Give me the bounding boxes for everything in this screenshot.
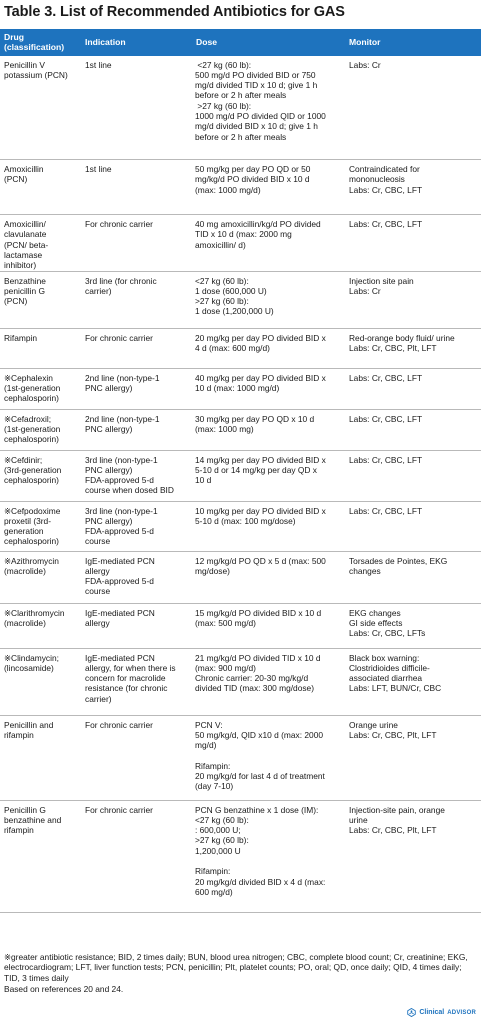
table-header-row [0,29,481,56]
drug-line: inhibitor) [4,260,37,271]
header-drug-line: (classification) [4,42,65,53]
table-row [0,450,481,501]
table-title: Table 3. List of Recommended Antibiotics for GAS [4,4,345,20]
clinical-advisor-logo [407,1008,476,1017]
cell-drug [0,715,81,800]
dose-line: 15 mg/kg/d PO divided BID x 10 d [195,607,322,618]
dose-line: <27 kg (60 lb): [195,275,249,286]
monitor-line: Labs: Cr [349,59,381,70]
monitor-line: mononucleosis [349,174,405,185]
indication-line: concern for macrolide [85,673,166,684]
monitor-line: Labs: Cr, CBC, LFT [349,219,423,230]
cell-drug [0,409,81,450]
dose-line: mg/d) [195,740,217,751]
table-row [0,715,481,800]
cell-indication [81,648,192,715]
drug-line: (1st-generation [4,423,61,434]
cell-indication [81,800,192,912]
dose-line: 10 mg/kg per day PO divided BID x [195,505,326,516]
indication-line: FDA-approved 5-d [85,475,154,486]
drug-line: cephalosporin) [4,475,59,486]
indication-line: For chronic carrier [85,719,153,730]
cell-monitor [345,551,481,603]
dose-line: (max: 1000 mg/d) [195,184,261,195]
cell-indication [81,551,192,603]
dose-line: mg/d divided BID x 10 d; give 1 h [195,121,318,132]
cell-indication [81,215,192,271]
dose-line: before or 2 h after meals [195,90,287,101]
dose-line: : 600,000 U; [195,825,241,836]
cell-indication [81,450,192,501]
cell-indication [81,368,192,409]
indication-line: course [85,586,111,597]
drug-line: ※Cefdinir; [4,454,43,465]
cell-drug [0,271,81,328]
indication-line: allergy [85,565,110,576]
cell-dose [192,215,345,271]
monitor-line: Torsades de Pointes, EKG [349,555,448,566]
drug-line: Penicillin G [4,804,46,815]
cell-drug [0,215,81,271]
dose-line: 12 mg/kg/d PO QD x 5 d (max: 500 [195,555,326,566]
indication-line: carrier) [85,285,112,296]
cell-indication [81,56,192,160]
dose-line: mg/dose) [195,565,230,576]
dose-line: Rifampin: [195,866,231,877]
cell-dose [192,56,345,160]
drug-line: Penicillin V [4,59,45,70]
indication-line: 2nd line (non-type-1 [85,413,160,424]
dose-line: before or 2 h after meals [195,131,287,142]
dose-line: 14 mg/kg per day PO divided BID x [195,454,326,465]
drug-line: Amoxicillin/ [4,219,46,230]
dose-line: TID x 10 d (max: 2000 mg [195,229,292,240]
monitor-line: associated diarrhea [349,673,423,684]
indication-line: For chronic carrier [85,219,153,230]
header-drug [0,29,81,56]
dose-line: 600 mg/d) [195,886,233,897]
logo-word-clinical: Clinical [419,1009,445,1016]
header-monitor: Monitor [345,29,481,56]
table-row [0,409,481,450]
indication-line: IgE-mediated PCN [85,607,155,618]
dose-line: 50 mg/kg per day PO QD or 50 [195,164,311,175]
monitor-line: Black box warning: [349,652,420,663]
table-row [0,368,481,409]
cell-monitor [345,603,481,648]
dose-line: 40 mg/kg per day PO divided BID x [195,372,326,383]
drug-line: Amoxicillin [4,164,44,175]
monitor-line: GI side effects [349,617,403,628]
table-row [0,56,481,160]
cell-drug [0,56,81,160]
dose-line: >27 kg (60 lb): [195,296,249,307]
cell-dose [192,715,345,800]
cell-dose [192,368,345,409]
cell-drug [0,450,81,501]
clinical-advisor-logo-icon [407,1008,416,1017]
drug-line: Benzathine [4,275,46,286]
dose-line: (max: 1000 mg) [195,423,254,434]
logo-word-advisor: ADVISOR [447,1009,476,1016]
drug-line: (macrolide) [4,565,46,576]
dose-line: 40 mg amoxicillin/kg/d PO divided [195,219,321,230]
table-row [0,501,481,551]
monitor-line: Injection-site pain, orange [349,804,445,815]
monitor-line: Labs: Cr, CBC, Plt, LFT [349,825,437,836]
table-row [0,160,481,215]
indication-line: For chronic carrier [85,804,153,815]
drug-line: cephalosporin) [4,434,59,445]
indication-line: 2nd line (non-type-1 [85,372,160,383]
cell-dose [192,648,345,715]
cell-drug [0,648,81,715]
drug-line: (PCN/ beta- [4,239,49,250]
cell-monitor [345,800,481,912]
monitor-line: Labs: Cr, CBC, LFT [349,413,423,424]
indication-line: course when dosed BID [85,485,174,496]
drug-line: penicillin G [4,285,45,296]
antibiotics-table [0,29,481,913]
cell-indication [81,501,192,551]
dose-line: Rifampin: [195,760,231,771]
drug-line: clavulanate [4,229,47,240]
header-drug-line: Drug [4,32,25,42]
cell-dose [192,328,345,368]
drug-line: ※Clindamycin; [4,652,59,663]
dose-line: divided TID (max: 300 mg/dose) [195,683,315,694]
dose-line: Chronic carrier: 20-30 mg/kg/d [195,673,309,684]
monitor-line: EKG changes [349,607,401,618]
drug-line: ※Clarithromycin [4,607,65,618]
cell-dose [192,501,345,551]
indication-line: IgE-mediated PCN [85,652,155,663]
cell-dose [192,800,345,912]
dose-line: >27 kg (60 lb): [195,100,252,111]
drug-line: lactamase [4,249,43,260]
indication-line: course [85,536,111,547]
drug-line: Rifampin [4,332,38,343]
footnote-abbreviations: ※greater antibiotic resistance; BID, 2 times daily; BUN, blood urea nitrogen; CBC, complete blood count; Cr, creatinine; EKG, electrocardiogram; LFT, liver function tests; PCN, penicillin; Plt, platelet counts; PO, oral; QD, once daily; QID, 4 times daily; TID, 3 times daily [4,952,468,983]
drug-line: cephalosporin) [4,536,59,547]
cell-monitor [345,56,481,160]
monitor-line: Injection site pain [349,275,414,286]
dose-line [195,856,341,866]
dose-line: 20 mg/kg/d divided BID x 4 d (max: [195,876,326,887]
table-row [0,800,481,912]
indication-line: 3rd line (non-type-1 [85,505,158,516]
table-row [0,328,481,368]
table-body [0,56,481,912]
cell-drug [0,800,81,912]
cell-dose [192,271,345,328]
monitor-line: changes [349,565,381,576]
cell-indication [81,160,192,215]
table-row [0,603,481,648]
cell-dose [192,603,345,648]
dose-line: PCN V: [195,719,223,730]
dose-line: 1 dose (1,200,000 U) [195,306,274,317]
cell-drug [0,501,81,551]
drug-line: (1st-generation [4,382,61,393]
dose-line: 5-10 d or 14 mg/kg per day QD x [195,464,317,475]
dose-line: (max: 500 mg/d) [195,617,256,628]
drug-line: (macrolide) [4,617,46,628]
cell-monitor [345,215,481,271]
dose-line: mg/d divided TID x 10 d; give 1 h [195,80,318,91]
drug-line: rifampin [4,729,34,740]
monitor-line: Labs: Cr, CBC, Plt, LFT [349,729,437,740]
cell-indication [81,409,192,450]
footnote-references: Based on references 20 and 24. [4,984,124,995]
monitor-line: Labs: LFT, BUN/Cr, CBC [349,683,442,694]
cell-indication [81,715,192,800]
dose-line: mg/kg/d PO divided BID x 10 d [195,174,310,185]
dose-line: 500 mg/d PO divided BID or 750 [195,69,316,80]
dose-line [195,750,341,760]
cell-monitor [345,409,481,450]
indication-line: PNC allergy) [85,464,133,475]
cell-drug [0,603,81,648]
drug-line: proxetil (3rd- [4,515,52,526]
indication-line: PNC allergy) [85,423,133,434]
cell-monitor [345,328,481,368]
cell-monitor [345,271,481,328]
dose-line: (day 7-10) [195,781,234,792]
monitor-line: urine [349,814,368,825]
dose-line: 21 mg/kg/d PO divided TID x 10 d [195,652,321,663]
indication-line: allergy, for when there is [85,662,176,673]
table-row [0,215,481,271]
drug-line: Penicillin and [4,719,54,730]
cell-drug [0,551,81,603]
drug-line: ※Cefadroxil; [4,413,52,424]
header-indication: Indication [81,29,192,56]
drug-line: rifampin [4,825,34,836]
monitor-line: Labs: Cr, CBC, LFT [349,505,423,516]
cell-drug [0,368,81,409]
dose-line: 50 mg/kg/d, QID x10 d (max: 2000 [195,729,324,740]
table-row [0,271,481,328]
drug-line: benzathine and [4,814,62,825]
dose-line: PCN G benzathine x 1 dose (IM): [195,804,319,815]
cell-monitor [345,501,481,551]
cell-monitor [345,450,481,501]
drug-line: generation [4,526,44,537]
indication-line: 1st line [85,59,112,70]
dose-line: >27 kg (60 lb): [195,835,249,846]
drug-line: ※Cefpodoxime [4,505,61,516]
indication-line: PNC allergy) [85,515,133,526]
drug-line: cephalosporin) [4,393,59,404]
dose-line: 30 mg/kg per day PO QD x 10 d [195,413,315,424]
indication-line: carrier) [85,693,112,704]
drug-line: ※Cephalexin [4,372,53,383]
cell-monitor [345,648,481,715]
indication-line: FDA-approved 5-d [85,526,154,537]
drug-line: (PCN) [4,174,28,185]
cell-indication [81,271,192,328]
drug-line: potassium (PCN) [4,69,68,80]
indication-line: For chronic carrier [85,332,153,343]
indication-line: 3rd line (for chronic [85,275,157,286]
monitor-line: Red-orange body fluid/ urine [349,332,455,343]
dose-line: (max: 900 mg/d) [195,662,256,673]
monitor-line: Labs: Cr, CBC, LFT [349,372,423,383]
dose-line: 4 d (max: 600 mg/d) [195,342,270,353]
cell-drug [0,160,81,215]
cell-indication [81,328,192,368]
cell-monitor [345,368,481,409]
table-row [0,648,481,715]
header-dose: Dose [192,29,345,56]
dose-line: 1000 mg/d PO divided QID or 1000 [195,111,326,122]
drug-line: (PCN) [4,296,28,307]
indication-line: 3rd line (non-type-1 [85,454,158,465]
drug-line: ※Azithromycin [4,555,59,566]
indication-line: resistance (for chronic [85,683,168,694]
dose-line: 20 mg/kg/d for last 4 d of treatment [195,771,325,782]
cell-dose [192,160,345,215]
footnote [4,952,478,995]
cell-dose [192,551,345,603]
indication-line: 1st line [85,164,112,175]
monitor-line: Labs: Cr, CBC, LFT [349,184,423,195]
dose-line: 20 mg/kg per day PO divided BID x [195,332,326,343]
cell-drug [0,328,81,368]
dose-line: 1,200,000 U [195,845,241,856]
monitor-line: Labs: Cr [349,285,381,296]
drug-line: (3rd-generation [4,464,62,475]
indication-line: FDA-approved 5-d [85,576,154,587]
dose-line: <27 kg (60 lb): [195,59,252,70]
indication-line: IgE-mediated PCN [85,555,155,566]
monitor-line: Contraindicated for [349,164,420,175]
dose-line: 10 d (max: 1000 mg/d) [195,382,280,393]
drug-line: (lincosamide) [4,662,54,673]
cell-indication [81,603,192,648]
dose-line: <27 kg (60 lb): [195,814,249,825]
monitor-line: Orange urine [349,719,398,730]
indication-line: allergy [85,617,110,628]
dose-line: 10 d [195,475,212,486]
monitor-line: Labs: Cr, CBC, LFTs [349,628,426,639]
cell-dose [192,409,345,450]
dose-line: amoxicillin/ d) [195,239,246,250]
table-row [0,551,481,603]
indication-line: PNC allergy) [85,382,133,393]
dose-line: 1 dose (600,000 U) [195,285,267,296]
cell-dose [192,450,345,501]
cell-monitor [345,160,481,215]
monitor-line: Labs: Cr, CBC, LFT [349,454,423,465]
dose-line: 5-10 d (max: 100 mg/dose) [195,515,296,526]
monitor-line: Clostridioides difficile- [349,662,430,673]
cell-monitor [345,715,481,800]
monitor-line: Labs: Cr, CBC, Plt, LFT [349,342,437,353]
